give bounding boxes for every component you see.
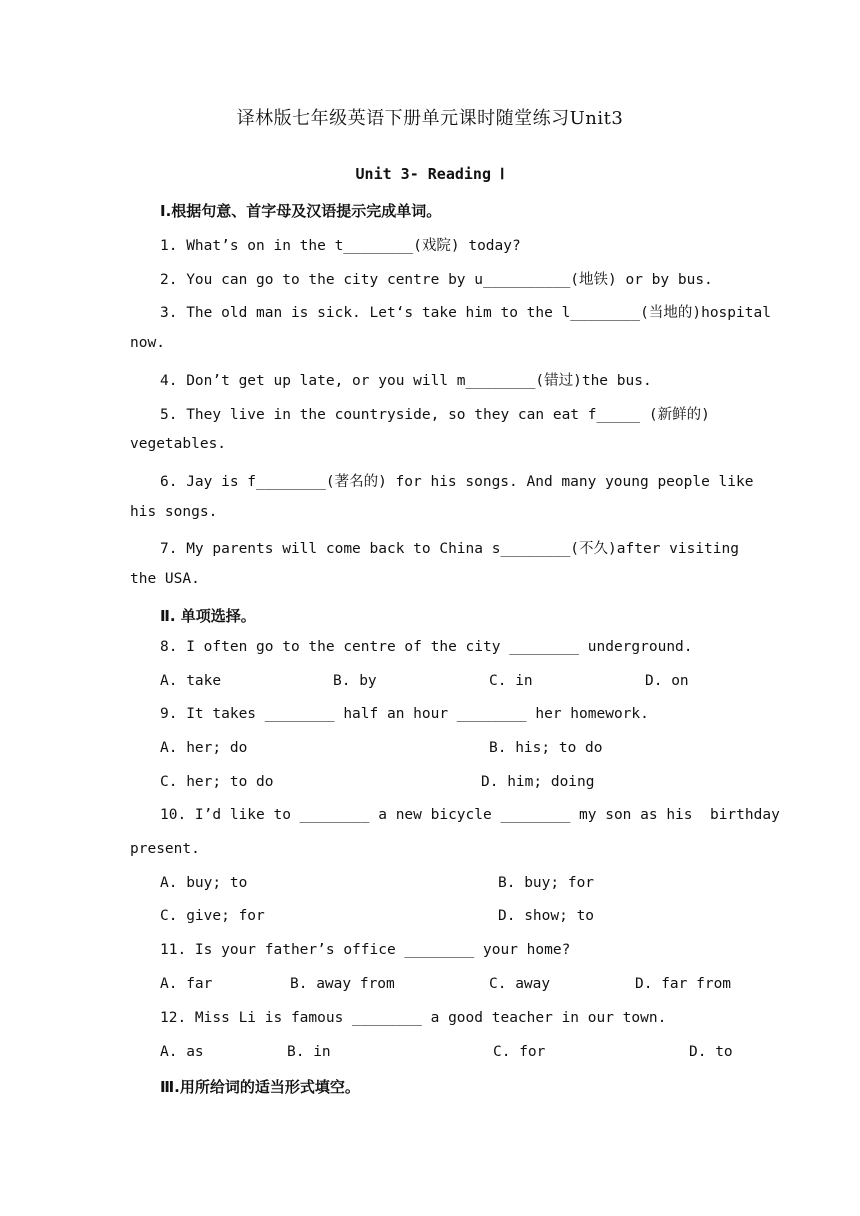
q11-option-b: B. away from — [290, 976, 395, 992]
question-5: 5. They live in the countryside, so they can eat f_____ (新鲜的) — [160, 407, 710, 423]
q11-option-a: A. far — [160, 976, 213, 992]
q9-option-b: B. his; to do — [489, 740, 603, 756]
question-9: 9. It takes ________ half an hour ________ her homework. — [160, 706, 649, 722]
document-title: 译林版七年级英语下册单元课时随堂练习Unit3 — [236, 108, 624, 129]
question-7-continued: the USA. — [130, 571, 200, 587]
section-2-heading: Ⅱ. 单项选择。 — [160, 607, 256, 625]
q11-option-c: C. away — [489, 976, 551, 992]
question-6: 6. Jay is f________(著名的) for his songs. And many young people like — [160, 474, 754, 490]
q8-option-c: C. in — [489, 673, 533, 689]
question-3-continued: now. — [130, 335, 165, 351]
unit-title: Unit 3- Reading Ⅰ — [355, 165, 505, 183]
question-10-continued: present. — [130, 841, 200, 857]
q10-option-d: D. show; to — [498, 908, 595, 924]
q10-option-c: C. give; for — [160, 908, 265, 924]
q8-option-d: D. on — [645, 673, 689, 689]
question-10: 10. I’d like to ________ a new bicycle ________ my son as his birthday — [160, 807, 780, 823]
question-6-continued: his songs. — [130, 504, 218, 520]
q9-option-a: A. her; do — [160, 740, 248, 756]
q10-option-b: B. buy; for — [498, 875, 595, 891]
question-1: 1. What’s on in the t________(戏院) today? — [160, 238, 521, 254]
question-5-continued: vegetables. — [130, 436, 227, 452]
q12-option-a: A. as — [160, 1044, 204, 1060]
q8-option-a: A. take — [160, 673, 222, 689]
question-7: 7. My parents will come back to China s________(不久)after visiting — [160, 541, 739, 557]
question-8: 8. I often go to the centre of the city ________ underground. — [160, 639, 693, 655]
q9-option-c: C. her; to do — [160, 774, 274, 790]
q11-option-d: D. far from — [635, 976, 732, 992]
q12-option-b: B. in — [287, 1044, 331, 1060]
q12-option-d: D. to — [689, 1044, 733, 1060]
q10-option-a: A. buy; to — [160, 875, 248, 891]
q12-option-c: C. for — [493, 1044, 546, 1060]
question-11: 11. Is your father’s office ________ your home? — [160, 942, 571, 958]
section-3-heading: Ⅲ.用所给词的适当形式填空。 — [160, 1078, 360, 1096]
section-1-heading: Ⅰ.根据句意、首字母及汉语提示完成单词。 — [160, 202, 442, 220]
question-2: 2. You can go to the city centre by u__________(地铁) or by bus. — [160, 272, 713, 288]
question-12: 12. Miss Li is famous ________ a good teacher in our town. — [160, 1010, 667, 1026]
q8-option-b: B. by — [333, 673, 377, 689]
question-4: 4. Don’t get up late, or you will m________(错过)the bus. — [160, 373, 652, 389]
question-3: 3. The old man is sick. Let‘s take him to the l________(当地的)hospital — [160, 305, 771, 321]
q9-option-d: D. him; doing — [481, 774, 595, 790]
